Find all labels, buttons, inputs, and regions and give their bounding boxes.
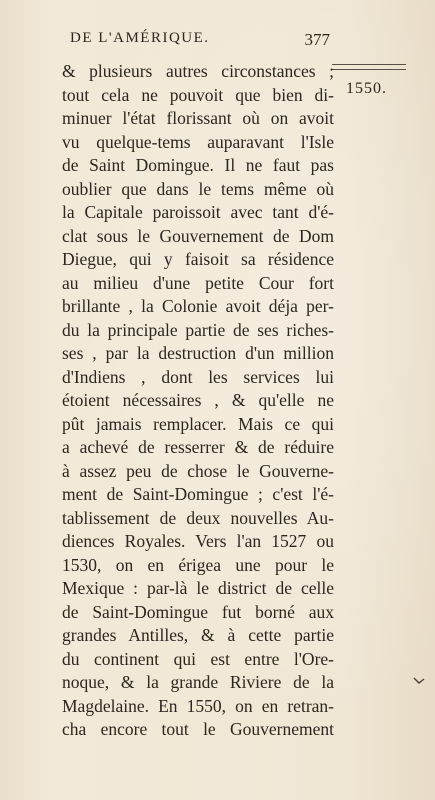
text-line: noque, & la grande Riviere de la bbox=[62, 672, 334, 692]
text-line: de Saint-Domingue fut borné aux bbox=[62, 601, 334, 622]
text-line: oublier que dans le tems même où bbox=[62, 178, 334, 199]
text-line: 1530, on en érigea une pour le bbox=[62, 554, 334, 575]
page-number: 377 bbox=[304, 30, 330, 49]
text-line: & plusieurs autres circonstances ; bbox=[62, 61, 334, 81]
margin-note-year: 1550. bbox=[346, 80, 387, 97]
text-line: de Saint Domingue. Il ne faut pas bbox=[62, 155, 334, 175]
text-line: pût jamais remplacer. Mais ce qui bbox=[62, 413, 334, 434]
text-line: au milieu d'une petite Cour fort bbox=[62, 272, 334, 293]
text-line: ses , par la destruction d'un million bbox=[62, 343, 334, 363]
text-line: à assez peu de chose le Gouverne- bbox=[62, 460, 334, 481]
text-line: Diegue, qui y faisoit sa résidence bbox=[62, 249, 334, 269]
running-head-title: DE L'AMÉRIQUE. bbox=[70, 30, 210, 46]
text-line: cha encore tout le Gouvernement bbox=[62, 719, 334, 739]
text-line: grandes Antilles, & à cette partie bbox=[62, 625, 334, 645]
margin-rule bbox=[332, 64, 406, 70]
text-line: vu quelque-tems auparavant l'Isle bbox=[62, 131, 334, 152]
text-line: Magdelaine. En 1550, on en retran- bbox=[62, 695, 334, 716]
text-line: ment de Saint-Domingue ; c'est l'é- bbox=[62, 484, 334, 504]
text-line: la Capitale paroissoit avec tant d'é- bbox=[62, 202, 334, 222]
text-line: tablissement de deux nouvelles Au- bbox=[62, 507, 334, 528]
text-line: du continent qui est entre l'Ore- bbox=[62, 648, 334, 669]
text-line: a achevé de resserrer & de réduire bbox=[62, 437, 334, 457]
text-line: Mexique : par-là le district de celle bbox=[62, 578, 334, 598]
text-line: étoient nécessaires , & qu'elle ne bbox=[62, 390, 334, 410]
text-line: clat sous le Gouvernement de Dom bbox=[62, 225, 334, 246]
text-line: brillante , la Colonie avoit déja per- bbox=[62, 296, 334, 316]
corner-mark-icon bbox=[413, 676, 425, 686]
text-line: minuer l'état florissant où on avoit bbox=[62, 108, 334, 128]
text-line: tout cela ne pouvoit que bien di- bbox=[62, 84, 334, 105]
text-line: d'Indiens , dont les services lui bbox=[62, 366, 334, 387]
body-text bbox=[62, 60, 334, 742]
text-line: du la principale partie de ses riches- bbox=[62, 319, 334, 340]
text-line: diences Royales. Vers l'an 1527 ou bbox=[62, 531, 334, 551]
